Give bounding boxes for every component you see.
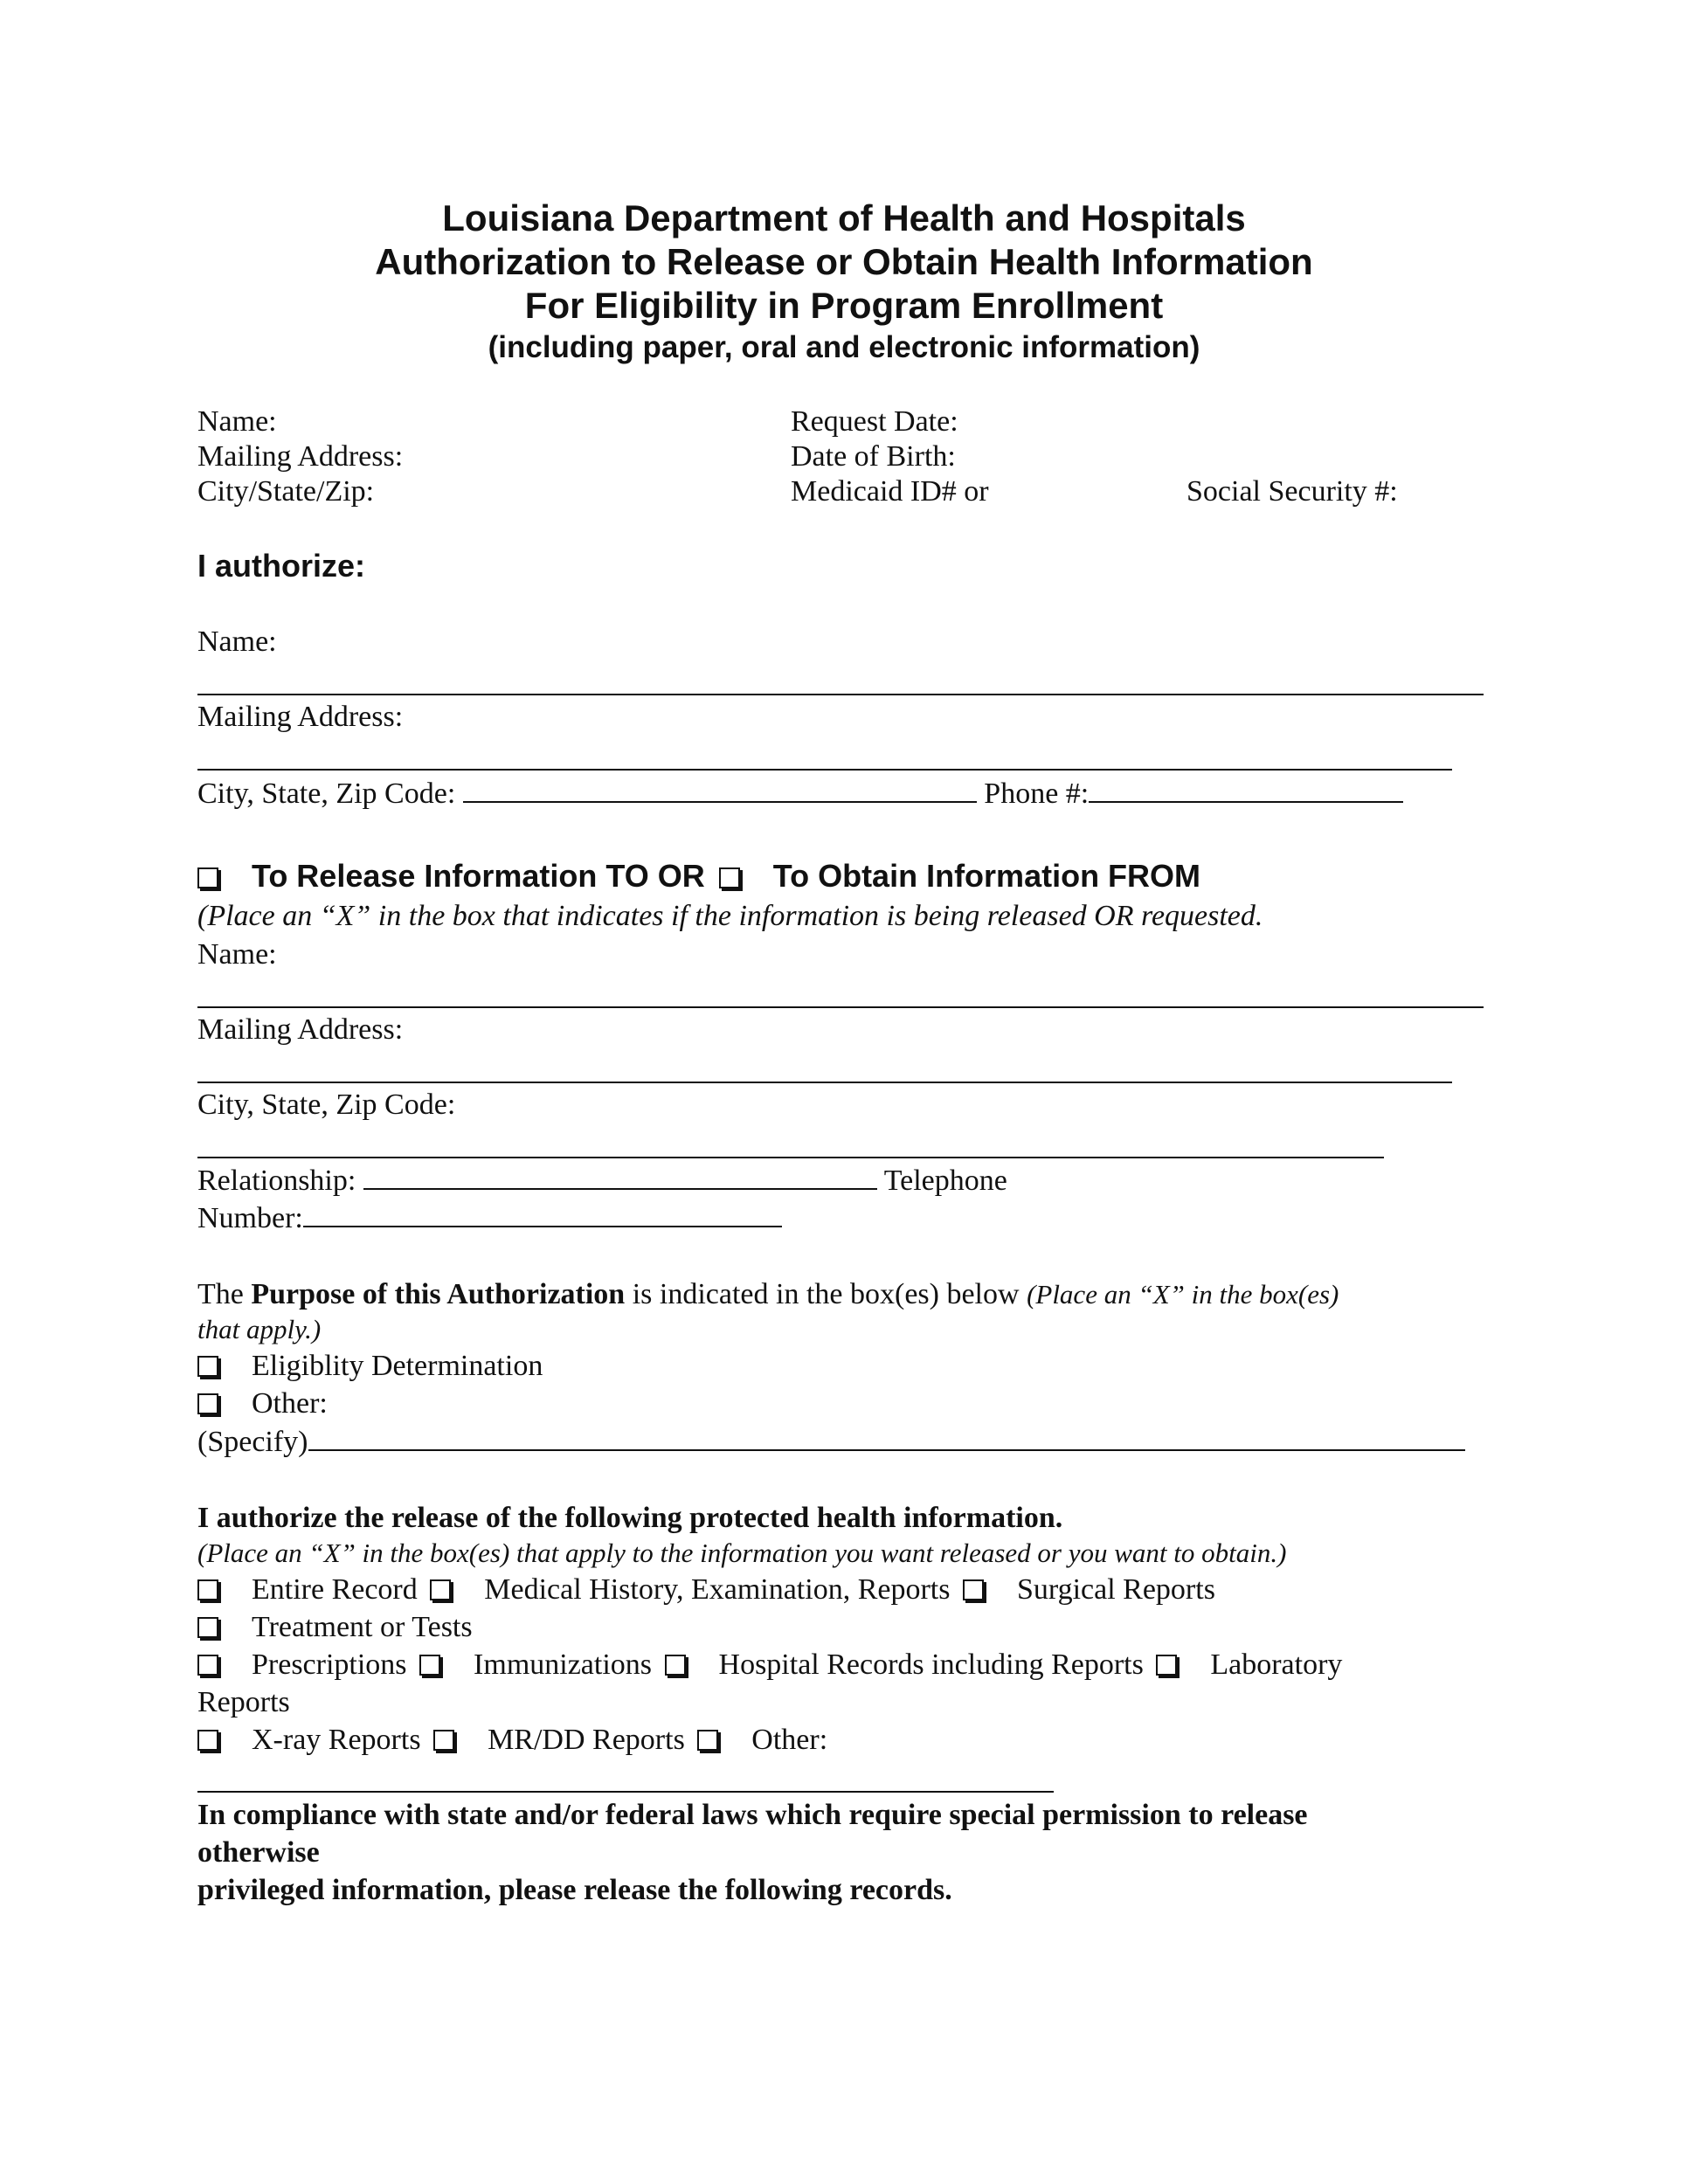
- medicaid-id-label: Medicaid ID# or: [791, 475, 989, 508]
- surgical-reports-label: Surgical Reports: [1016, 1573, 1215, 1606]
- treatment-label: Treatment or Tests: [252, 1611, 473, 1643]
- purpose-specify-row: [197, 1427, 1465, 1457]
- authorize-name-line[interactable]: [197, 694, 1484, 695]
- relationship-label: Relationship:: [197, 1165, 356, 1197]
- surgical-reports-checkbox-icon[interactable]: [963, 1579, 984, 1600]
- records-row-4: [197, 1725, 827, 1755]
- patient-city-label: City/State/Zip:: [197, 475, 375, 508]
- authorize-mailing-label: Mailing Address:: [197, 701, 404, 733]
- authorize-phone-line[interactable]: [1089, 778, 1403, 803]
- authorize-city-line[interactable]: [463, 778, 977, 803]
- direction-row: [197, 860, 1200, 892]
- eligibility-checkbox-icon[interactable]: [197, 1356, 218, 1377]
- entire-record-label: Entire Record: [252, 1573, 418, 1606]
- purpose-bold: Purpose of this Authorization: [251, 1278, 626, 1310]
- entire-record-checkbox-icon[interactable]: [197, 1579, 218, 1600]
- purpose-other-checkbox-icon[interactable]: [197, 1393, 218, 1414]
- recipient-city-label: City, State, Zip Code:: [197, 1089, 456, 1121]
- telephone-number-line[interactable]: [303, 1203, 782, 1227]
- telephone-label: Telephone: [883, 1165, 1007, 1197]
- patient-mailing-label: Mailing Address:: [197, 440, 404, 473]
- relationship-row: [197, 1165, 1007, 1196]
- ssn-label: Social Security #:: [1186, 475, 1398, 508]
- authorize-heading: I authorize:: [197, 548, 366, 584]
- request-date-label: Request Date:: [791, 405, 958, 438]
- release-label: To Release Information TO OR: [252, 858, 705, 894]
- recipient-name-line[interactable]: [197, 1006, 1484, 1008]
- hospital-records-label: Hospital Records including Reports: [718, 1648, 1144, 1681]
- relationship-line[interactable]: [363, 1165, 877, 1190]
- authorize-city-phone-row: [197, 778, 1403, 809]
- date-of-birth-label: Date of Birth:: [791, 440, 956, 473]
- form-subtitle: (including paper, oral and electronic information): [488, 330, 1200, 364]
- telephone-number-row: [197, 1203, 782, 1234]
- laboratory-reports-label: Reports: [197, 1686, 290, 1718]
- compliance-line-2: otherwise: [197, 1836, 320, 1869]
- recipient-name-label: Name:: [197, 938, 277, 971]
- authorize-city-label: City, State, Zip Code:: [197, 778, 456, 810]
- compliance-line-3: privileged information, please release the following records.: [197, 1874, 952, 1906]
- laboratory-checkbox-icon[interactable]: [1156, 1655, 1177, 1676]
- telephone-number-label: Number:: [197, 1202, 303, 1234]
- release-checkbox-icon[interactable]: [197, 867, 218, 888]
- patient-name-label: Name:: [197, 405, 277, 438]
- purpose-rest: is indicated in the box(es) below: [632, 1278, 1020, 1310]
- records-other-checkbox-icon[interactable]: [697, 1730, 718, 1751]
- mrdd-label: MR/DD Reports: [488, 1724, 685, 1756]
- eligibility-label: Eligiblity Determination: [252, 1350, 543, 1382]
- form-title-eligibility: For Eligibility in Program Enrollment: [524, 285, 1164, 326]
- authorize-phone-label: Phone #:: [984, 778, 1090, 810]
- obtain-checkbox-icon[interactable]: [719, 867, 740, 888]
- form-title-agency: Louisiana Department of Health and Hospitals: [442, 197, 1246, 238]
- specify-label: (Specify): [197, 1426, 308, 1458]
- purpose-option-eligibility: [197, 1351, 543, 1381]
- records-row-2: [197, 1613, 473, 1642]
- records-row-3: [197, 1650, 1342, 1680]
- records-row-1: [197, 1575, 1215, 1605]
- recipient-mailing-label: Mailing Address:: [197, 1013, 404, 1046]
- records-other-line[interactable]: [197, 1791, 1054, 1793]
- hospital-records-checkbox-icon[interactable]: [665, 1655, 686, 1676]
- medical-history-label: Medical History, Examination, Reports: [484, 1573, 951, 1606]
- purpose-the: The: [197, 1278, 244, 1310]
- prescriptions-label: Prescriptions: [252, 1648, 407, 1681]
- medical-history-checkbox-icon[interactable]: [430, 1579, 451, 1600]
- obtain-label: To Obtain Information FROM: [772, 858, 1201, 894]
- direction-instruction: (Place an “X” in the box that indicates if the information is being released OR requested.: [197, 900, 1263, 932]
- treatment-checkbox-icon[interactable]: [197, 1617, 218, 1638]
- purpose-option-other: [197, 1389, 328, 1419]
- specify-line[interactable]: [308, 1427, 1465, 1451]
- xray-label: X-ray Reports: [252, 1724, 421, 1756]
- records-heading: I authorize the release of the following protected health information.: [197, 1502, 1063, 1534]
- compliance-line-1: In compliance with state and/or federal laws which require special permission to release: [197, 1799, 1308, 1831]
- purpose-italic: (Place an “X” in the box(es): [1027, 1279, 1339, 1310]
- xray-checkbox-icon[interactable]: [197, 1730, 218, 1751]
- laboratory-label: Laboratory: [1210, 1648, 1343, 1681]
- authorize-name-label: Name:: [197, 625, 277, 658]
- records-other-label: Other:: [751, 1724, 828, 1756]
- immunizations-label: Immunizations: [474, 1648, 653, 1681]
- prescriptions-checkbox-icon[interactable]: [197, 1655, 218, 1676]
- purpose-other-label: Other:: [252, 1387, 328, 1420]
- records-instruction: (Place an “X” in the box(es) that apply to the information you want released or you want to obtain.): [197, 1538, 1287, 1568]
- form-title-authorization: Authorization to Release or Obtain Health Information: [375, 241, 1313, 282]
- purpose-italic-2: that apply.): [197, 1314, 322, 1344]
- recipient-mailing-line[interactable]: [197, 1082, 1452, 1083]
- purpose-intro: [197, 1280, 1339, 1310]
- immunizations-checkbox-icon[interactable]: [419, 1655, 440, 1676]
- mrdd-checkbox-icon[interactable]: [433, 1730, 454, 1751]
- authorize-mailing-line[interactable]: [197, 769, 1452, 771]
- recipient-city-line[interactable]: [197, 1157, 1384, 1158]
